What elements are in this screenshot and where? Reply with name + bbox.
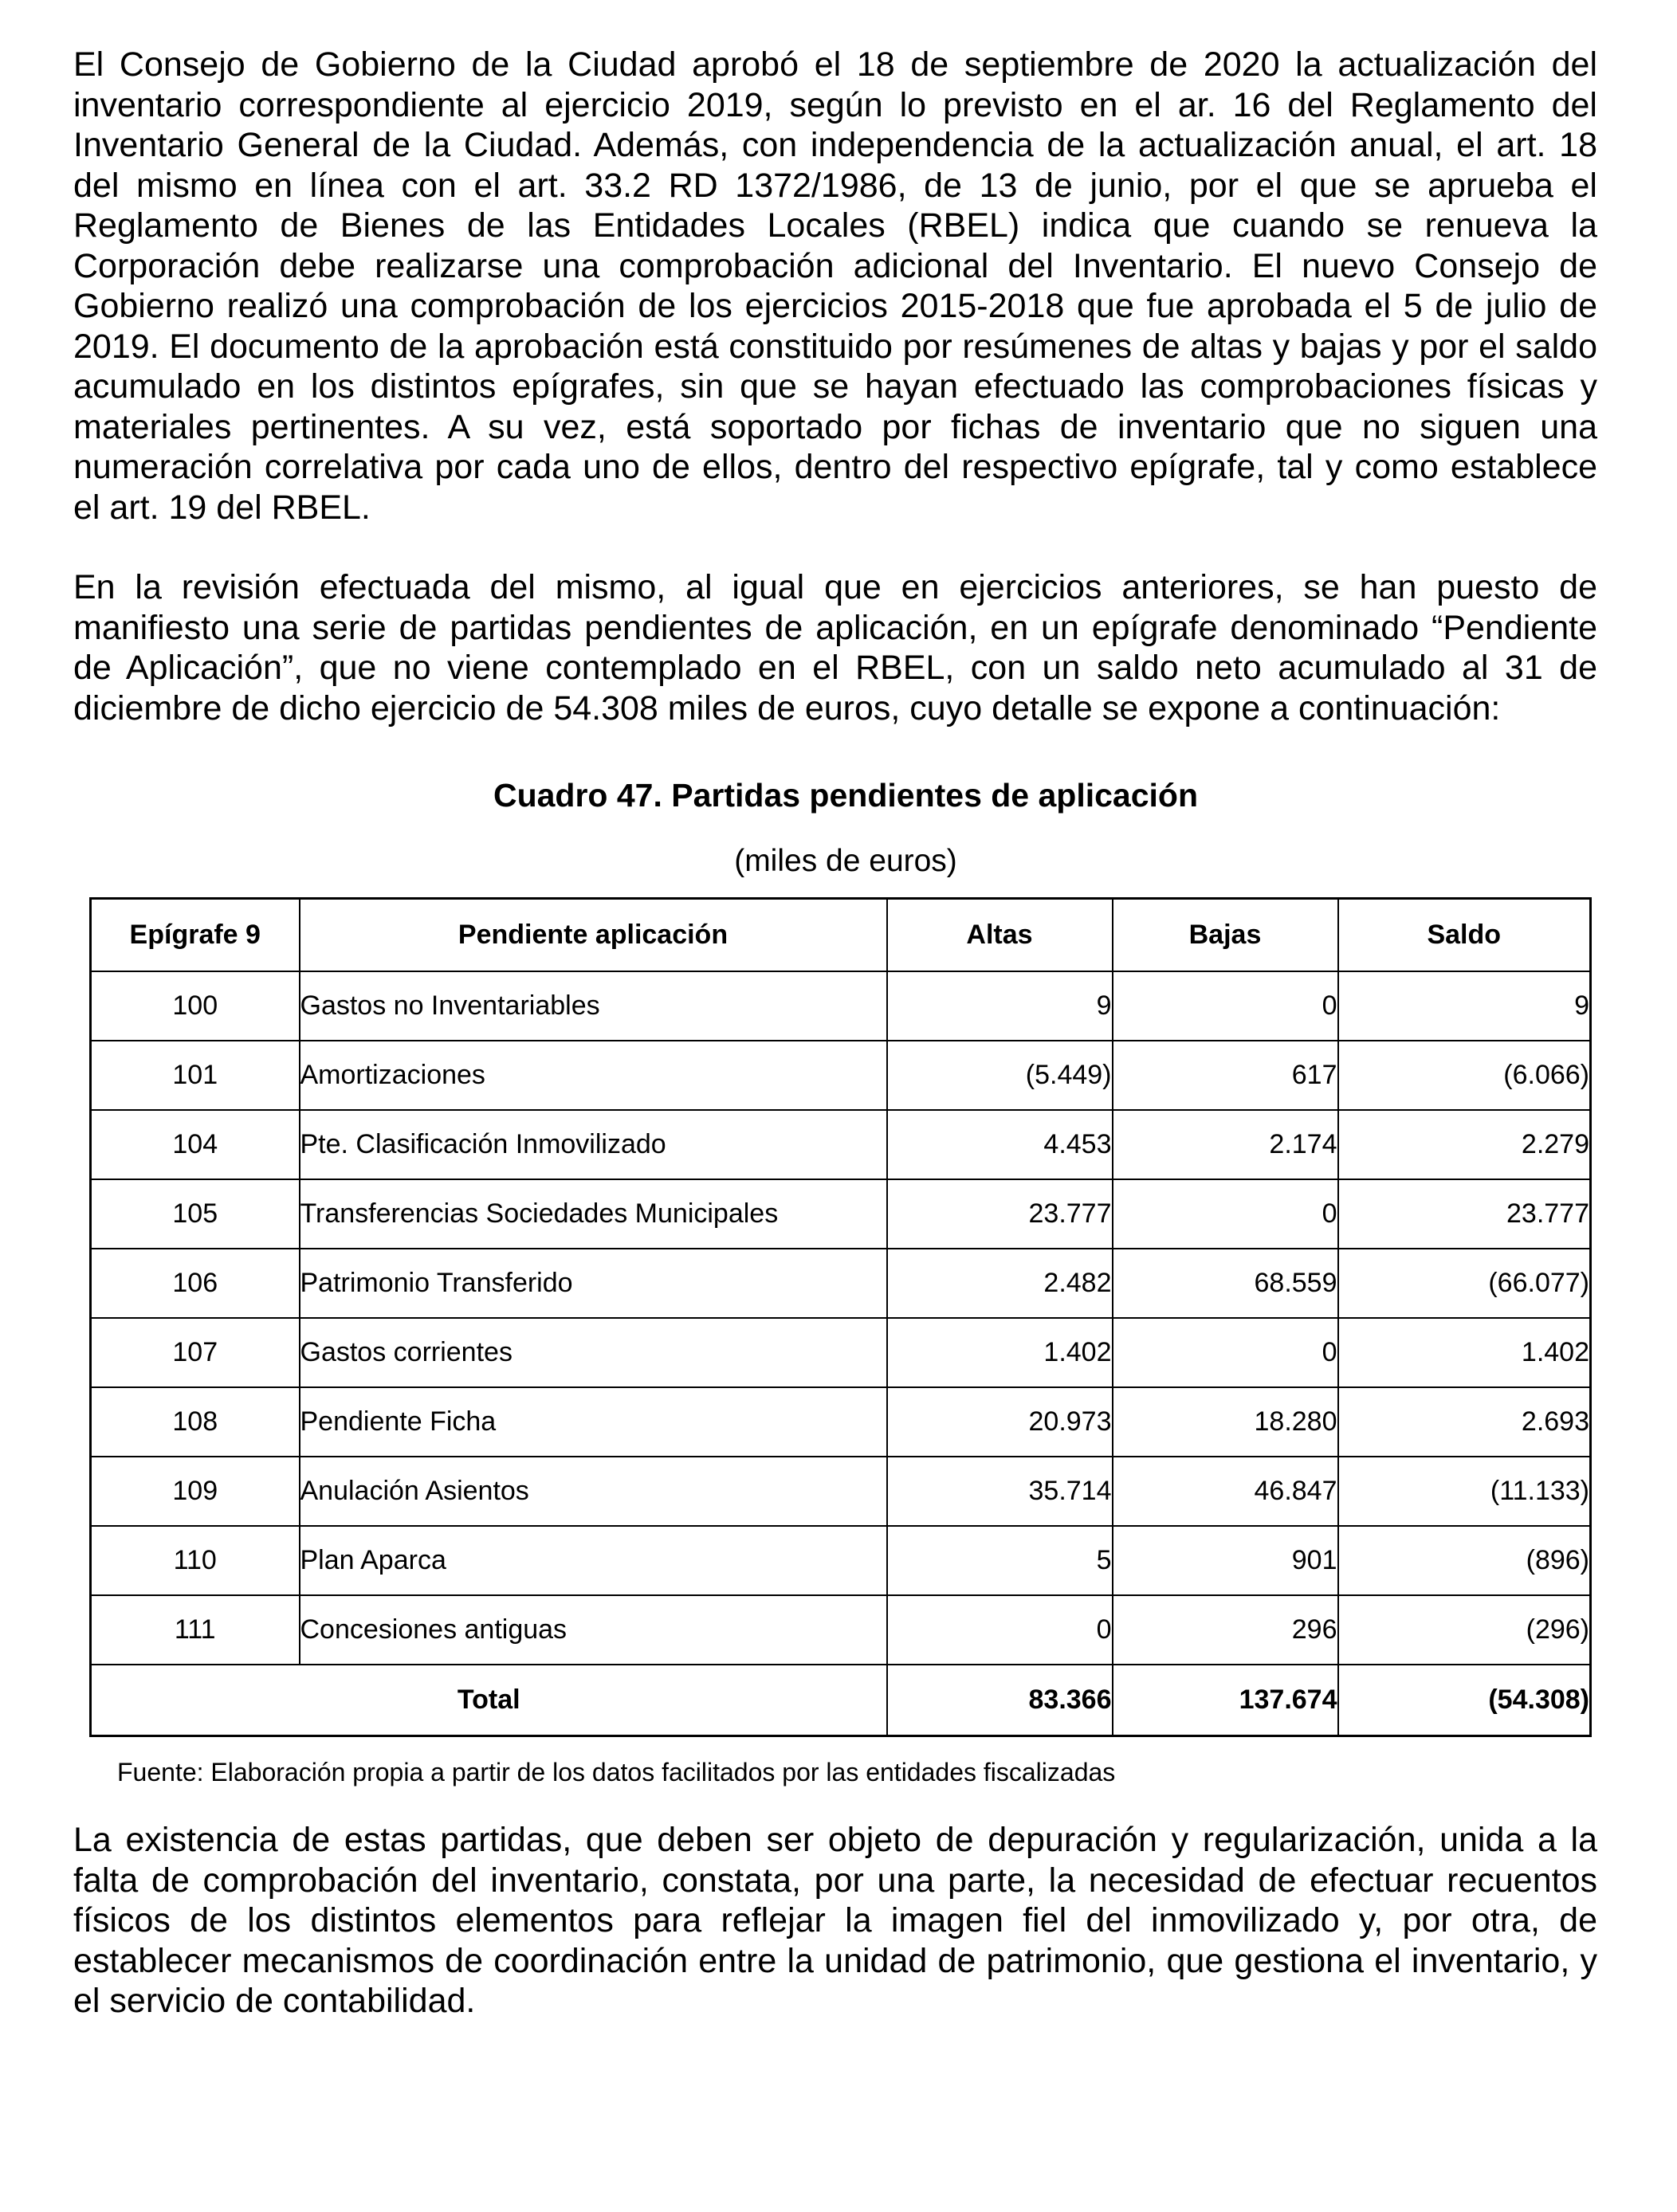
- cell-epigrafe: 111: [91, 1595, 300, 1665]
- table-row: [91, 1387, 1591, 1457]
- total-label: Total: [91, 1665, 887, 1736]
- table-total-row: [91, 1665, 1591, 1736]
- table-row: [91, 1179, 1591, 1249]
- header-descripcion: Pendiente aplicación: [300, 899, 887, 971]
- cell-descripcion: Pte. Clasificación Inmovilizado: [300, 1110, 887, 1179]
- cell-altas: 1.402: [887, 1318, 1113, 1387]
- table-row: [91, 1249, 1591, 1318]
- cell-descripcion: Gastos no Inventariables: [300, 971, 887, 1041]
- cell-descripcion: Gastos corrientes: [300, 1318, 887, 1387]
- header-bajas: Bajas: [1113, 899, 1338, 971]
- table-source-note: Fuente: Elaboración propia a partir de los datos facilitados por las entidades fiscalizadas: [117, 1758, 1116, 1786]
- cell-saldo: 1.402: [1338, 1318, 1591, 1387]
- header-altas: Altas: [887, 899, 1113, 971]
- cell-bajas: 0: [1113, 971, 1338, 1041]
- cell-epigrafe: 107: [91, 1318, 300, 1387]
- cell-altas: 0: [887, 1595, 1113, 1665]
- cell-epigrafe: 109: [91, 1457, 300, 1526]
- cell-bajas: 68.559: [1113, 1249, 1338, 1318]
- cell-saldo: (896): [1338, 1526, 1591, 1595]
- total-saldo: (54.308): [1338, 1665, 1591, 1736]
- table-row: [91, 971, 1591, 1041]
- cell-epigrafe: 105: [91, 1179, 300, 1249]
- cell-altas: 20.973: [887, 1387, 1113, 1457]
- cell-bajas: 617: [1113, 1041, 1338, 1110]
- cell-saldo: 2.693: [1338, 1387, 1591, 1457]
- cell-descripcion: Concesiones antiguas: [300, 1595, 887, 1665]
- cell-descripcion: Plan Aparca: [300, 1526, 887, 1595]
- pending-items-table: [89, 897, 1592, 1737]
- cell-epigrafe: 100: [91, 971, 300, 1041]
- header-epigrafe: Epígrafe 9: [91, 899, 300, 971]
- cell-bajas: 296: [1113, 1595, 1338, 1665]
- paragraph-conclusion: La existencia de estas partidas, que deben ser objeto de depuración y regularización, unida a la falta de comprobación del inventario, constata, por una parte, la necesidad de efectuar recuentos físicos de los distintos elementos para reflejar la imagen fiel del inmovilizado y, por otra, de establecer mecanismos de coordinación entre la unidad de patrimonio, que gestiona el inventario, y el servicio de contabilidad.: [73, 1821, 1597, 2020]
- cell-saldo: (6.066): [1338, 1041, 1591, 1110]
- cell-altas: 9: [887, 971, 1113, 1041]
- table-row: [91, 1041, 1591, 1110]
- cell-epigrafe: 101: [91, 1041, 300, 1110]
- cell-altas: 35.714: [887, 1457, 1113, 1526]
- paragraph-pending-items: En la revisión efectuada del mismo, al igual que en ejercicios anteriores, se han puesto de manifiesto una serie de partidas pendientes de aplicación, en un epígrafe denominado “Pendiente de Aplicación”, que no viene contemplado en el RBEL, con un saldo neto acumulado al 31 de diciembre de dicho ejercicio de 54.308 miles de euros, cuyo detalle se expone a continuación:: [73, 568, 1597, 728]
- cell-bajas: 2.174: [1113, 1110, 1338, 1179]
- table-caption: Cuadro 47. Partidas pendientes de aplicación: [493, 777, 1199, 814]
- cell-bajas: 0: [1113, 1179, 1338, 1249]
- cell-saldo: (66.077): [1338, 1249, 1591, 1318]
- table-row: [91, 1526, 1591, 1595]
- table-container: [89, 897, 1589, 1737]
- table-row: [91, 1110, 1591, 1179]
- cell-altas: 5: [887, 1526, 1113, 1595]
- cell-altas: (5.449): [887, 1041, 1113, 1110]
- table-units: (miles de euros): [734, 844, 957, 878]
- cell-bajas: 0: [1113, 1318, 1338, 1387]
- cell-epigrafe: 106: [91, 1249, 300, 1318]
- cell-altas: 4.453: [887, 1110, 1113, 1179]
- cell-saldo: 2.279: [1338, 1110, 1591, 1179]
- cell-saldo: (11.133): [1338, 1457, 1591, 1526]
- document-page: [73, 40, 1597, 2022]
- cell-saldo: (296): [1338, 1595, 1591, 1665]
- table-header-row: [91, 899, 1591, 971]
- cell-descripcion: Patrimonio Transferido: [300, 1249, 887, 1318]
- cell-bajas: 901: [1113, 1526, 1338, 1595]
- cell-epigrafe: 104: [91, 1110, 300, 1179]
- cell-epigrafe: 110: [91, 1526, 300, 1595]
- cell-epigrafe: 108: [91, 1387, 300, 1457]
- header-saldo: Saldo: [1338, 899, 1591, 971]
- paragraph-inventory-update: El Consejo de Gobierno de la Ciudad aprobó el 18 de septiembre de 2020 la actualización del inventario correspondiente al ejercicio 2019, según lo previsto en el ar. 16 del Reglamento del Inventario General de la Ciudad. Además, con independencia de la actualización anual, el art. 18 del mismo en línea con el art. 33.2 RD 1372/1986, de 13 de junio, por el que se aprueba el Reglamento de Bienes de las Entidades Locales (RBEL) indica que cuando se renueva la Corporación debe realizarse una comprobación adicional del Inventario. El nuevo Consejo de Gobierno realizó una comprobación de los ejercicios 2015-2018 que fue aprobada el 5 de julio de 2019. El documento de la aprobación está constituido por resúmenes de altas y bajas y por el saldo acumulado en los distintos epígrafes, sin que se hayan efectuado las comprobaciones físicas y materiales pertinentes. A su vez, está soportado por fichas de inventario que no siguen una numeración correlativa por cada uno de ellos, dentro del respectivo epígrafe, tal y como establece el art. 19 del RBEL.: [73, 45, 1597, 527]
- cell-descripcion: Amortizaciones: [300, 1041, 887, 1110]
- total-altas: 83.366: [887, 1665, 1113, 1736]
- cell-descripcion: Anulación Asientos: [300, 1457, 887, 1526]
- cell-bajas: 18.280: [1113, 1387, 1338, 1457]
- cell-saldo: 23.777: [1338, 1179, 1591, 1249]
- cell-saldo: 9: [1338, 971, 1591, 1041]
- table-row: [91, 1457, 1591, 1526]
- cell-descripcion: Transferencias Sociedades Municipales: [300, 1179, 887, 1249]
- cell-descripcion: Pendiente Ficha: [300, 1387, 887, 1457]
- table-row: [91, 1595, 1591, 1665]
- cell-altas: 2.482: [887, 1249, 1113, 1318]
- table-row: [91, 1318, 1591, 1387]
- cell-bajas: 46.847: [1113, 1457, 1338, 1526]
- total-bajas: 137.674: [1113, 1665, 1338, 1736]
- cell-altas: 23.777: [887, 1179, 1113, 1249]
